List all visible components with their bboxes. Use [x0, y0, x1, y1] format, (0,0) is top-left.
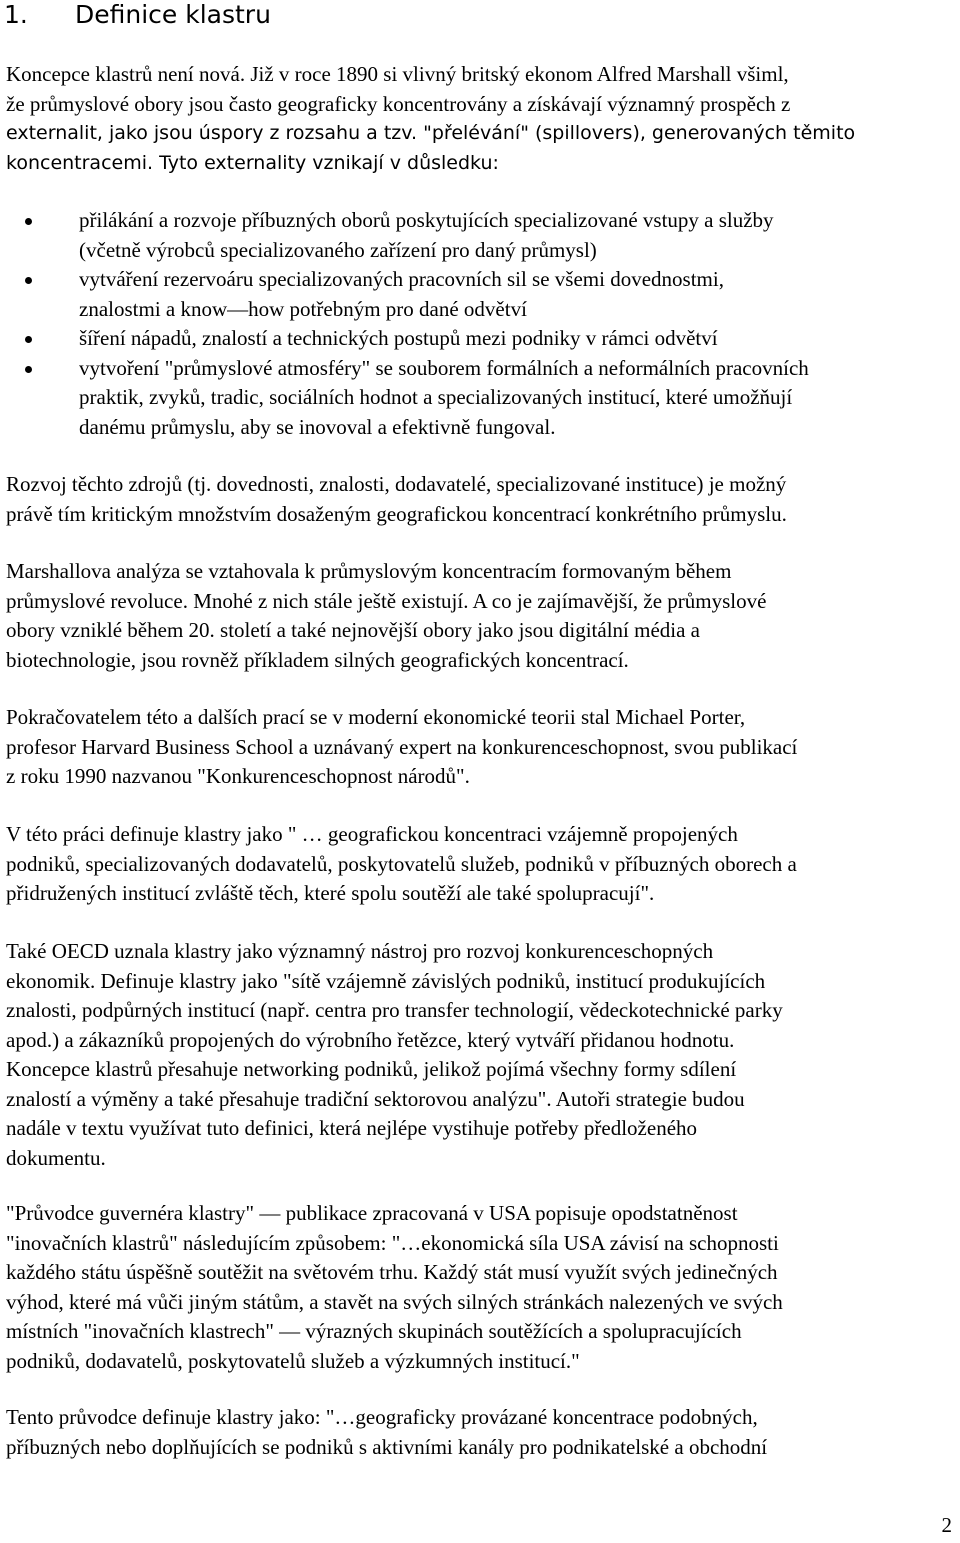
- paragraph: [6, 820, 797, 909]
- text-line: koncentracemi. Tyto externality vznikají v důsledku:: [6, 151, 499, 174]
- text-line: z roku 1990 nazvanou "Konkurenceschopnost národů".: [6, 764, 470, 788]
- text-line: příbuzných nebo doplňujících se podniků s aktivními kanály pro podnikatelské a obchodní: [6, 1434, 768, 1459]
- paragraph: [6, 470, 787, 529]
- text-line: danému průmyslu, aby se inovoval a efektivně fungoval.: [79, 414, 556, 439]
- text-line: znalosti, podpůrných institucí (např. centra pro transfer technologií, vědeckotechnické parky: [6, 998, 783, 1022]
- text-line: Tento průvodce definuje klastry jako: "…geograficky provázané koncentrace podobných,: [6, 1405, 758, 1429]
- text-line: (včetně výrobců specializovaného zařízení pro daný průmysl): [79, 237, 597, 262]
- text-line: podniků, specializovaných dodavatelů, poskytovatelů služeb, podniků v příbuzných oborech a: [6, 851, 797, 876]
- bullet-icon: [25, 218, 32, 225]
- text-line: právě tím kritickým množstvím dosaženým geografickou koncentrací konkrétního průmyslu.: [6, 501, 787, 526]
- section-number: 1.: [4, 0, 28, 29]
- paragraph: [6, 1403, 767, 1462]
- bullet-icon: [25, 366, 32, 373]
- text-line: přilákání a rozvoje příbuzných oborů poskytujících specializované vstupy a služby: [79, 208, 774, 232]
- text-line: ekonomik. Definuje klastry jako "sítě vzájemně závislých podniků, institucí produkujících: [6, 968, 766, 993]
- paragraph: [6, 937, 783, 1173]
- bullet-list: [0, 206, 809, 442]
- text-line: že průmyslové obory jsou často geograficky koncentrovány a získávají významný prospěch z: [6, 91, 791, 116]
- list-item: [0, 206, 809, 265]
- text-line: Marshallova analýza se vztahovala k průmyslovým koncentracím formovaným během: [6, 559, 732, 583]
- paragraph: [6, 1199, 783, 1376]
- text-line: apod.) a zákazníků propojených do výrobního řetězce, který vytváří přidanou hodnotu.: [6, 1027, 735, 1052]
- text-line: znalostí a výměny a také přesahuje tradiční sektorovou analýzu". Autoři strategie budou: [6, 1086, 745, 1111]
- text-line: vytváření rezervoáru specializovaných pracovních sil se všemi dovednostmi,: [79, 267, 724, 291]
- bullet-icon: [25, 336, 32, 343]
- list-item: [0, 265, 809, 324]
- list-item: [0, 354, 809, 443]
- paragraph: [6, 703, 797, 792]
- text-line: místních "inovačních klastrech" — výrazných skupinách soutěžících a spolupracujících: [6, 1319, 742, 1343]
- text-line: vytvoření "průmyslové atmosféry" se souborem formálních a neformálních pracovních: [79, 355, 809, 380]
- text-line: podniků, dodavatelů, poskytovatelů služeb a výzkumných institucí.": [6, 1348, 580, 1373]
- text-line: V této práci definuje klastry jako " … geografickou koncentraci vzájemně propojených: [6, 822, 738, 846]
- text-line: dokumentu.: [6, 1145, 106, 1170]
- section-title: Definice klastru: [75, 0, 271, 29]
- text-line: Také OECD uznala klastry jako významný nástroj pro rozvoj konkurenceschopných: [6, 939, 714, 963]
- text-line: obory vzniklé během 20. století a také nejnovější obory jako jsou digitální média a: [6, 618, 701, 642]
- text-line: každého státu úspěšně soutěžit na světovém trhu. Každý stát musí využít svých jedinečných: [6, 1260, 778, 1284]
- text-line: nadále v textu využívat tuto definici, která nejlépe vystihuje potřeby předloženého: [6, 1116, 698, 1140]
- text-line: "Průvodce guvernéra klastry" — publikace zpracovaná v USA popisuje opodstatněnost: [6, 1201, 738, 1225]
- text-line: biotechnologie, jsou rovněž příkladem silných geografických koncentrací.: [6, 647, 629, 672]
- text-line: výhod, které má vůči jiným státům, a stavět na svých silných stránkách nalezených ve svých: [6, 1289, 783, 1314]
- bullet-icon: [25, 277, 32, 284]
- text-line: praktik, zvyků, tradic, sociálních hodnot a specializovaných institucí, které umožňují: [79, 385, 793, 409]
- text-line: profesor Harvard Business School a uznávaný expert na konkurenceschopnost, svou publikací: [6, 734, 798, 759]
- text-line: Pokračovatelem této a dalších prací se v moderní ekonomické teorii stal Michael Porter,: [6, 705, 746, 729]
- text-line: šíření nápadů, znalostí a technických postupů mezi podniky v rámci odvětví: [79, 326, 718, 350]
- text-line: přidružených institucí zvláště těch, které spolu soutěží ale také spolupracují".: [6, 881, 655, 905]
- text-line: průmyslové revoluce. Mnohé z nich stále ještě existují. A co je zajímavější, že průmyslové: [6, 588, 767, 613]
- text-line: Rozvoj těchto zdrojů (tj. dovednosti, znalosti, dodavatelé, specializované instituce) je možný: [6, 472, 787, 496]
- paragraph: [6, 557, 766, 675]
- text-line: Koncepce klastrů není nová. Již v roce 1890 si vlivný britský ekonom Alfred Marshall všiml,: [6, 62, 789, 86]
- list-item: [0, 324, 809, 354]
- text-line: externalit, jako jsou úspory z rozsahu a tzv. "přelévání" (spillovers), generovaných těmito: [6, 122, 856, 144]
- intro-paragraph: [6, 60, 855, 178]
- section-heading: [4, 0, 271, 30]
- text-line: Koncepce klastrů přesahuje networking podniků, jelikož pojímá všechny formy sdílení: [6, 1057, 737, 1081]
- text-line: "inovačních klastrů" následujícím způsobem: "…ekonomická síla USA závisí na schopnosti: [6, 1230, 779, 1255]
- page-number: 2: [941, 1513, 952, 1537]
- text-line: znalostmi a know—how potřebným pro dané odvětví: [79, 296, 527, 321]
